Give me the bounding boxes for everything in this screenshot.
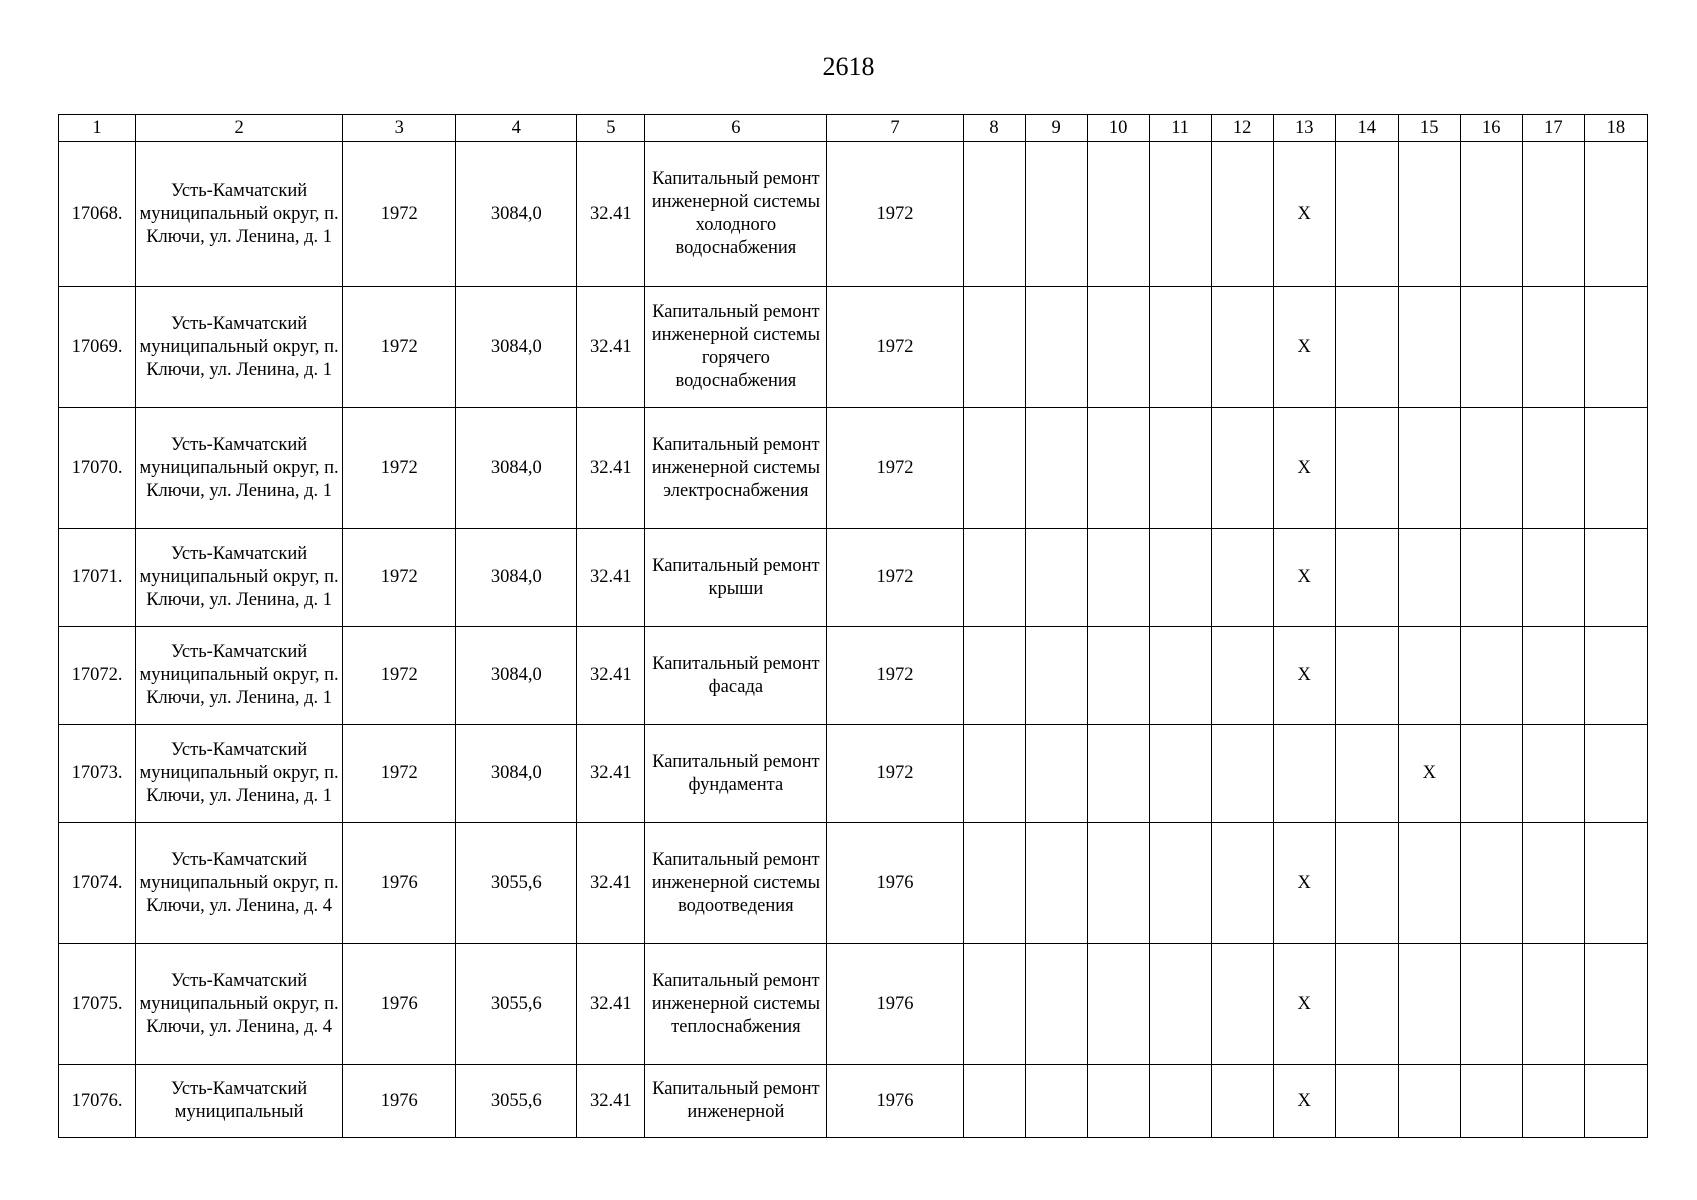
empty-cell — [1584, 823, 1647, 944]
empty-cell — [1460, 725, 1522, 823]
year-cell: 1972 — [827, 142, 963, 287]
address-cell: Усть-Камчатский муниципальный округ, п. Ключи, ул. Ленина, д. 1 — [136, 725, 343, 823]
empty-cell — [1398, 823, 1460, 944]
column-header-5: 5 — [577, 115, 645, 142]
empty-cell — [1149, 823, 1211, 944]
empty-cell — [1087, 627, 1149, 725]
mark-cell: X — [1273, 142, 1335, 287]
empty-cell — [1522, 287, 1584, 408]
address-cell: Усть-Камчатский муниципальный — [136, 1065, 343, 1138]
empty-cell — [1211, 408, 1273, 529]
address-cell: Усть-Камчатский муниципальный округ, п. Ключи, ул. Ленина, д. 1 — [136, 287, 343, 408]
empty-cell — [1025, 725, 1087, 823]
empty-cell — [1522, 142, 1584, 287]
table-row — [59, 944, 1648, 1065]
empty-cell — [1149, 1065, 1211, 1138]
empty-cell — [1025, 627, 1087, 725]
empty-cell — [1584, 142, 1647, 287]
empty-cell — [1398, 142, 1460, 287]
empty-cell — [1025, 529, 1087, 627]
mark-cell: X — [1398, 725, 1460, 823]
code-cell: 32.41 — [577, 627, 645, 725]
empty-cell — [1149, 529, 1211, 627]
column-header-4: 4 — [456, 115, 577, 142]
empty-cell — [1398, 287, 1460, 408]
empty-cell — [1087, 287, 1149, 408]
row-number: 17068. — [59, 142, 136, 287]
empty-cell — [1584, 408, 1647, 529]
column-header-7: 7 — [827, 115, 963, 142]
year-cell: 1976 — [827, 1065, 963, 1138]
page-number: 2618 — [822, 52, 875, 81]
column-header-18: 18 — [1584, 115, 1647, 142]
empty-cell — [1025, 408, 1087, 529]
code-cell: 32.41 — [577, 823, 645, 944]
work-type-cell: Капитальный ремонт инженерной системы теплоснабжения — [645, 944, 827, 1065]
empty-cell — [1087, 1065, 1149, 1138]
area-cell: 3084,0 — [456, 725, 577, 823]
year-built-cell: 1972 — [343, 287, 456, 408]
work-type-cell: Капитальный ремонт фундамента — [645, 725, 827, 823]
empty-cell — [1584, 944, 1647, 1065]
empty-cell — [1025, 142, 1087, 287]
year-built-cell: 1972 — [343, 408, 456, 529]
empty-cell — [1025, 287, 1087, 408]
work-type-cell: Капитальный ремонт инженерной — [645, 1065, 827, 1138]
empty-cell — [1087, 725, 1149, 823]
empty-cell — [1211, 529, 1273, 627]
empty-cell — [1460, 627, 1522, 725]
address-cell: Усть-Камчатский муниципальный округ, п. Ключи, ул. Ленина, д. 1 — [136, 627, 343, 725]
empty-cell — [1584, 1065, 1647, 1138]
empty-cell — [1398, 529, 1460, 627]
empty-cell — [1211, 823, 1273, 944]
repair-schedule-table — [58, 114, 1648, 1138]
empty-cell — [1584, 627, 1647, 725]
empty-cell — [1335, 725, 1398, 823]
empty-cell — [1522, 823, 1584, 944]
empty-cell — [963, 529, 1025, 627]
empty-cell — [1211, 944, 1273, 1065]
mark-cell: X — [1273, 287, 1335, 408]
empty-cell — [1211, 287, 1273, 408]
empty-cell — [1087, 142, 1149, 287]
year-cell: 1972 — [827, 725, 963, 823]
year-cell: 1976 — [827, 944, 963, 1065]
empty-cell — [1025, 1065, 1087, 1138]
empty-cell — [1460, 408, 1522, 529]
mark-cell: X — [1273, 408, 1335, 529]
table-row — [59, 287, 1648, 408]
empty-cell — [1460, 287, 1522, 408]
empty-cell — [1149, 408, 1211, 529]
row-number: 17071. — [59, 529, 136, 627]
area-cell: 3084,0 — [456, 529, 577, 627]
row-number: 17074. — [59, 823, 136, 944]
empty-cell — [1460, 1065, 1522, 1138]
empty-cell — [963, 1065, 1025, 1138]
table-row — [59, 408, 1648, 529]
column-header-17: 17 — [1522, 115, 1584, 142]
empty-cell — [1211, 627, 1273, 725]
address-cell: Усть-Камчатский муниципальный округ, п. Ключи, ул. Ленина, д. 1 — [136, 529, 343, 627]
empty-cell — [1522, 1065, 1584, 1138]
work-type-cell: Капитальный ремонт инженерной системы водоотведения — [645, 823, 827, 944]
empty-cell — [963, 944, 1025, 1065]
empty-cell — [1522, 725, 1584, 823]
empty-cell — [1522, 408, 1584, 529]
empty-cell — [1087, 944, 1149, 1065]
address-cell: Усть-Камчатский муниципальный округ, п. Ключи, ул. Ленина, д. 4 — [136, 944, 343, 1065]
empty-cell — [1025, 823, 1087, 944]
row-number: 17072. — [59, 627, 136, 725]
empty-cell — [1522, 529, 1584, 627]
column-header-15: 15 — [1398, 115, 1460, 142]
year-built-cell: 1972 — [343, 529, 456, 627]
year-cell: 1972 — [827, 627, 963, 725]
work-type-cell: Капитальный ремонт инженерной системы горячего водоснабжения — [645, 287, 827, 408]
column-header-13: 13 — [1273, 115, 1335, 142]
empty-cell — [1149, 944, 1211, 1065]
empty-cell — [963, 725, 1025, 823]
area-cell: 3055,6 — [456, 944, 577, 1065]
column-header-14: 14 — [1335, 115, 1398, 142]
empty-cell — [1335, 408, 1398, 529]
empty-cell — [1335, 1065, 1398, 1138]
area-cell: 3084,0 — [456, 627, 577, 725]
empty-cell — [1398, 627, 1460, 725]
work-type-cell: Капитальный ремонт инженерной системы электроснабжения — [645, 408, 827, 529]
code-cell: 32.41 — [577, 529, 645, 627]
empty-cell — [1584, 287, 1647, 408]
row-number: 17073. — [59, 725, 136, 823]
empty-cell — [1273, 725, 1335, 823]
empty-cell — [963, 627, 1025, 725]
empty-cell — [1335, 142, 1398, 287]
code-cell: 32.41 — [577, 287, 645, 408]
address-cell: Усть-Камчатский муниципальный округ, п. Ключи, ул. Ленина, д. 1 — [136, 408, 343, 529]
year-cell: 1972 — [827, 287, 963, 408]
empty-cell — [963, 408, 1025, 529]
empty-cell — [1087, 823, 1149, 944]
empty-cell — [1149, 725, 1211, 823]
row-number: 17069. — [59, 287, 136, 408]
column-header-12: 12 — [1211, 115, 1273, 142]
address-cell: Усть-Камчатский муниципальный округ, п. Ключи, ул. Ленина, д. 4 — [136, 823, 343, 944]
empty-cell — [1460, 529, 1522, 627]
area-cell: 3084,0 — [456, 408, 577, 529]
empty-cell — [1335, 529, 1398, 627]
year-built-cell: 1976 — [343, 1065, 456, 1138]
year-built-cell: 1976 — [343, 823, 456, 944]
empty-cell — [1025, 944, 1087, 1065]
empty-cell — [1335, 627, 1398, 725]
column-header-11: 11 — [1149, 115, 1211, 142]
table-header — [59, 115, 1648, 142]
empty-cell — [1398, 944, 1460, 1065]
code-cell: 32.41 — [577, 1065, 645, 1138]
empty-cell — [1149, 287, 1211, 408]
column-header-10: 10 — [1087, 115, 1149, 142]
code-cell: 32.41 — [577, 725, 645, 823]
work-type-cell: Капитальный ремонт крыши — [645, 529, 827, 627]
empty-cell — [1335, 287, 1398, 408]
column-header-8: 8 — [963, 115, 1025, 142]
table-row — [59, 1065, 1648, 1138]
work-type-cell: Капитальный ремонт инженерной системы холодного водоснабжения — [645, 142, 827, 287]
empty-cell — [1522, 627, 1584, 725]
mark-cell: X — [1273, 823, 1335, 944]
empty-cell — [1522, 944, 1584, 1065]
empty-cell — [1398, 408, 1460, 529]
table-row — [59, 529, 1648, 627]
year-cell: 1972 — [827, 408, 963, 529]
year-built-cell: 1972 — [343, 725, 456, 823]
mark-cell: X — [1273, 627, 1335, 725]
empty-cell — [1149, 627, 1211, 725]
empty-cell — [963, 823, 1025, 944]
empty-cell — [1460, 823, 1522, 944]
empty-cell — [1335, 944, 1398, 1065]
column-header-3: 3 — [343, 115, 456, 142]
empty-cell — [1149, 142, 1211, 287]
column-header-16: 16 — [1460, 115, 1522, 142]
column-header-2: 2 — [136, 115, 343, 142]
empty-cell — [1087, 529, 1149, 627]
code-cell: 32.41 — [577, 408, 645, 529]
mark-cell: X — [1273, 1065, 1335, 1138]
empty-cell — [1398, 1065, 1460, 1138]
address-cell: Усть-Камчатский муниципальный округ, п. Ключи, ул. Ленина, д. 1 — [136, 142, 343, 287]
year-cell: 1972 — [827, 529, 963, 627]
empty-cell — [1584, 529, 1647, 627]
empty-cell — [1087, 408, 1149, 529]
table-body — [59, 142, 1648, 1138]
column-header-1: 1 — [59, 115, 136, 142]
work-type-cell: Капитальный ремонт фасада — [645, 627, 827, 725]
mark-cell: X — [1273, 529, 1335, 627]
code-cell: 32.41 — [577, 944, 645, 1065]
table-row — [59, 823, 1648, 944]
area-cell: 3055,6 — [456, 823, 577, 944]
empty-cell — [963, 287, 1025, 408]
area-cell: 3084,0 — [456, 287, 577, 408]
empty-cell — [1584, 725, 1647, 823]
mark-cell: X — [1273, 944, 1335, 1065]
column-header-6: 6 — [645, 115, 827, 142]
row-number: 17076. — [59, 1065, 136, 1138]
empty-cell — [1460, 142, 1522, 287]
table-row — [59, 725, 1648, 823]
area-cell: 3055,6 — [456, 1065, 577, 1138]
table-row — [59, 627, 1648, 725]
code-cell: 32.41 — [577, 142, 645, 287]
year-built-cell: 1972 — [343, 142, 456, 287]
row-number: 17075. — [59, 944, 136, 1065]
table-row — [59, 142, 1648, 287]
empty-cell — [1460, 944, 1522, 1065]
empty-cell — [1211, 142, 1273, 287]
row-number: 17070. — [59, 408, 136, 529]
empty-cell — [963, 142, 1025, 287]
empty-cell — [1211, 725, 1273, 823]
year-built-cell: 1976 — [343, 944, 456, 1065]
column-header-9: 9 — [1025, 115, 1087, 142]
empty-cell — [1335, 823, 1398, 944]
empty-cell — [1211, 1065, 1273, 1138]
year-built-cell: 1972 — [343, 627, 456, 725]
year-cell: 1976 — [827, 823, 963, 944]
area-cell: 3084,0 — [456, 142, 577, 287]
